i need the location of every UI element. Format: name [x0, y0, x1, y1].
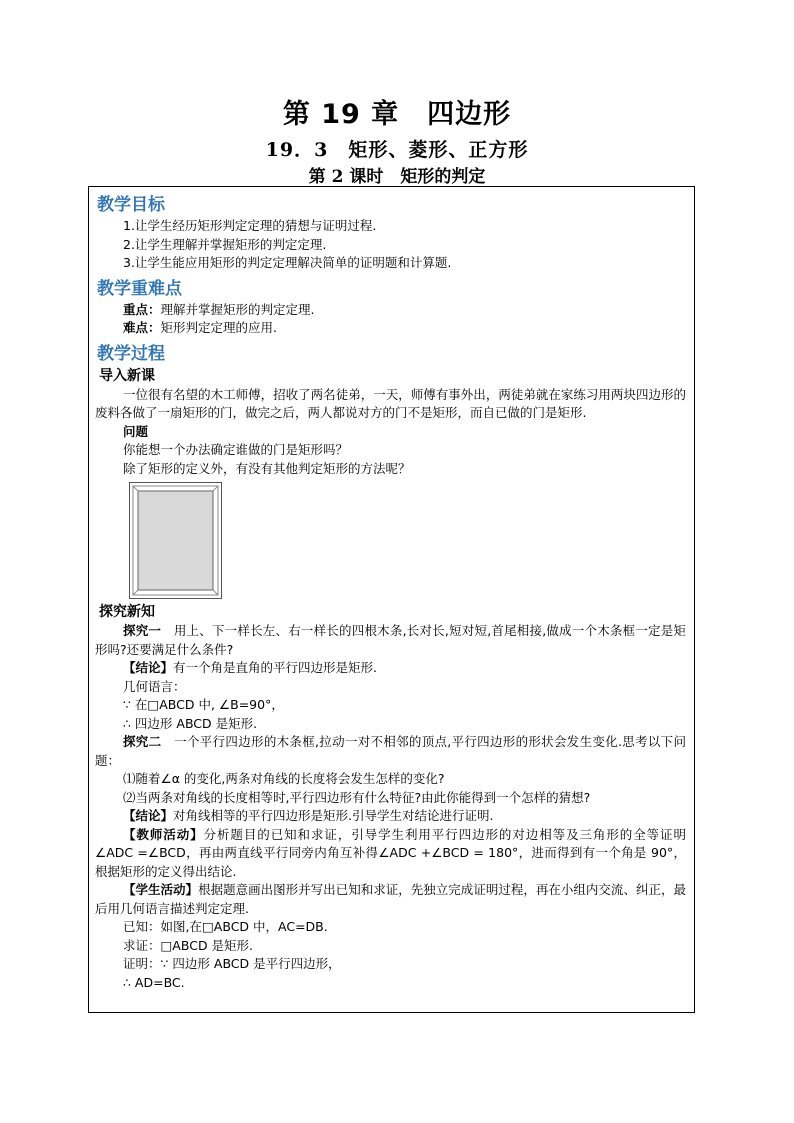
intro-story: 一位很有名望的木工师傅，招收了两名徒弟，一天，师傅有事外出，两徒弟就在家练习用两块四边形的废料各做了一扇矩形的门，做完之后，两人都说对方的门不是矩形，而自已做的门是矩形.: [95, 386, 686, 420]
intro-heading: 导入新课: [99, 367, 155, 384]
key-point-row: [95, 301, 686, 320]
objective-item-2: 2.让学生理解并掌握矩形的判定定理.: [123, 236, 327, 252]
conclusion-2-label: 【结论】: [123, 808, 174, 823]
difficult-point-text: 矩形判定定理的应用.: [160, 320, 277, 335]
explore-2: [95, 733, 686, 770]
conclusion-2: [95, 807, 686, 826]
chapter-title: 第 19 章 四边形: [282, 99, 512, 130]
explore-heading: 探究新知: [99, 604, 155, 620]
explore-question-b: ⑵当两条对角线的长度相等时,平行四边形有什么特征?由此你能得到一个怎样的猜想?: [123, 789, 591, 805]
door-illustration: [129, 482, 223, 600]
question-label: 问题: [123, 423, 149, 439]
objective-item-3: 3.让学生能应用矩形的判定定理解决简单的证明题和计算题.: [123, 255, 452, 270]
process-heading: 教学过程: [97, 343, 165, 364]
geometric-line-1: ∵ 在□ABCD 中, ∠B=90°，: [123, 697, 284, 712]
explore-1: [95, 622, 686, 659]
teacher-activity: [95, 826, 686, 882]
key-point-text: 理解并掌握矩形的判定定理.: [160, 301, 315, 317]
conclusion-1: [95, 659, 686, 678]
difficult-point-row: [95, 319, 686, 338]
given-statement: 已知：如图,在□ABCD 中，AC=DB.: [123, 919, 328, 934]
lesson-plan-table: [88, 186, 695, 1013]
conclusion-1-text: 有一个角是直角的平行四边形是矩形.: [173, 660, 377, 675]
proof-line-2: ∴ AD=BC.: [123, 974, 185, 990]
explore-2-label: 探究二: [123, 734, 162, 749]
teacher-activity-label: 【教师活动】: [123, 826, 204, 842]
question-2: 除了矩形的定义外，有没有其他判定矩形的方法呢？: [123, 460, 411, 476]
difficult-point-label: 难点：: [123, 320, 161, 335]
objectives-heading: 教学目标: [97, 195, 165, 215]
geometric-language-label: 几何语言：: [123, 678, 186, 694]
explore-question-a: ⑴随着∠α 的变化,两条对角线的长度将会发生怎样的变化?: [123, 771, 445, 786]
student-activity-text: 根据题意画出图形并写出已知和求证，先独立完成证明过程，再在小组内交流、纠正，最后用几何语言描述判定定理.: [95, 882, 686, 916]
explore-1-label: 探究一: [123, 623, 162, 638]
prove-statement: 求证：□ABCD 是矩形.: [123, 937, 254, 953]
conclusion-1-label: 【结论】: [123, 660, 174, 675]
geometric-line-2: ∴ 四边形 ABCD 是矩形.: [123, 715, 258, 731]
section-title: 19．3 矩形、菱形、正方形: [265, 139, 529, 161]
explore-2-text: 一个平行四边形的木条框,拉动一对不相邻的顶点,平行四边形的形状会发生变化.思考以下问题：: [95, 734, 686, 768]
student-activity-label: 【学生活动】: [123, 882, 199, 897]
explore-1-text: 用上、下一样长左、右一样长的四根木条,长对长,短对短,首尾相接,做成一个木条框一定是矩形吗?还要满足什么条件?: [95, 623, 686, 657]
teacher-activity-text: 分析题目的已知和求证，引导学生利用平行四边形的对边相等及三角形的全等证明∠ADC =∠BCD，再由两直线平行同旁内角互补得∠ADC +∠BCD = 180°，进而得到有一个角是 90°，根据矩形的定义得出结论.: [95, 826, 686, 879]
conclusion-2-text: 对角线相等的平行四边形是矩形.引导学生对结论进行证明.: [173, 808, 494, 823]
key-point-label: 重点：: [123, 301, 161, 317]
objective-item-1: 1.让学生经历矩形判定定理的猜想与证明过程.: [123, 218, 377, 233]
door-figure: [129, 482, 223, 600]
key-points-heading: 教学重难点: [97, 278, 182, 299]
proof-line-1: 证明：∵ 四边形 ABCD 是平行四边形，: [123, 956, 341, 971]
lesson-title: 第 2 课时 矩形的判定: [308, 167, 486, 187]
question-1: 你能想一个办法确定谁做的门是矩形吗？: [123, 442, 349, 457]
student-activity: [95, 881, 686, 918]
lesson-content: [95, 193, 686, 992]
